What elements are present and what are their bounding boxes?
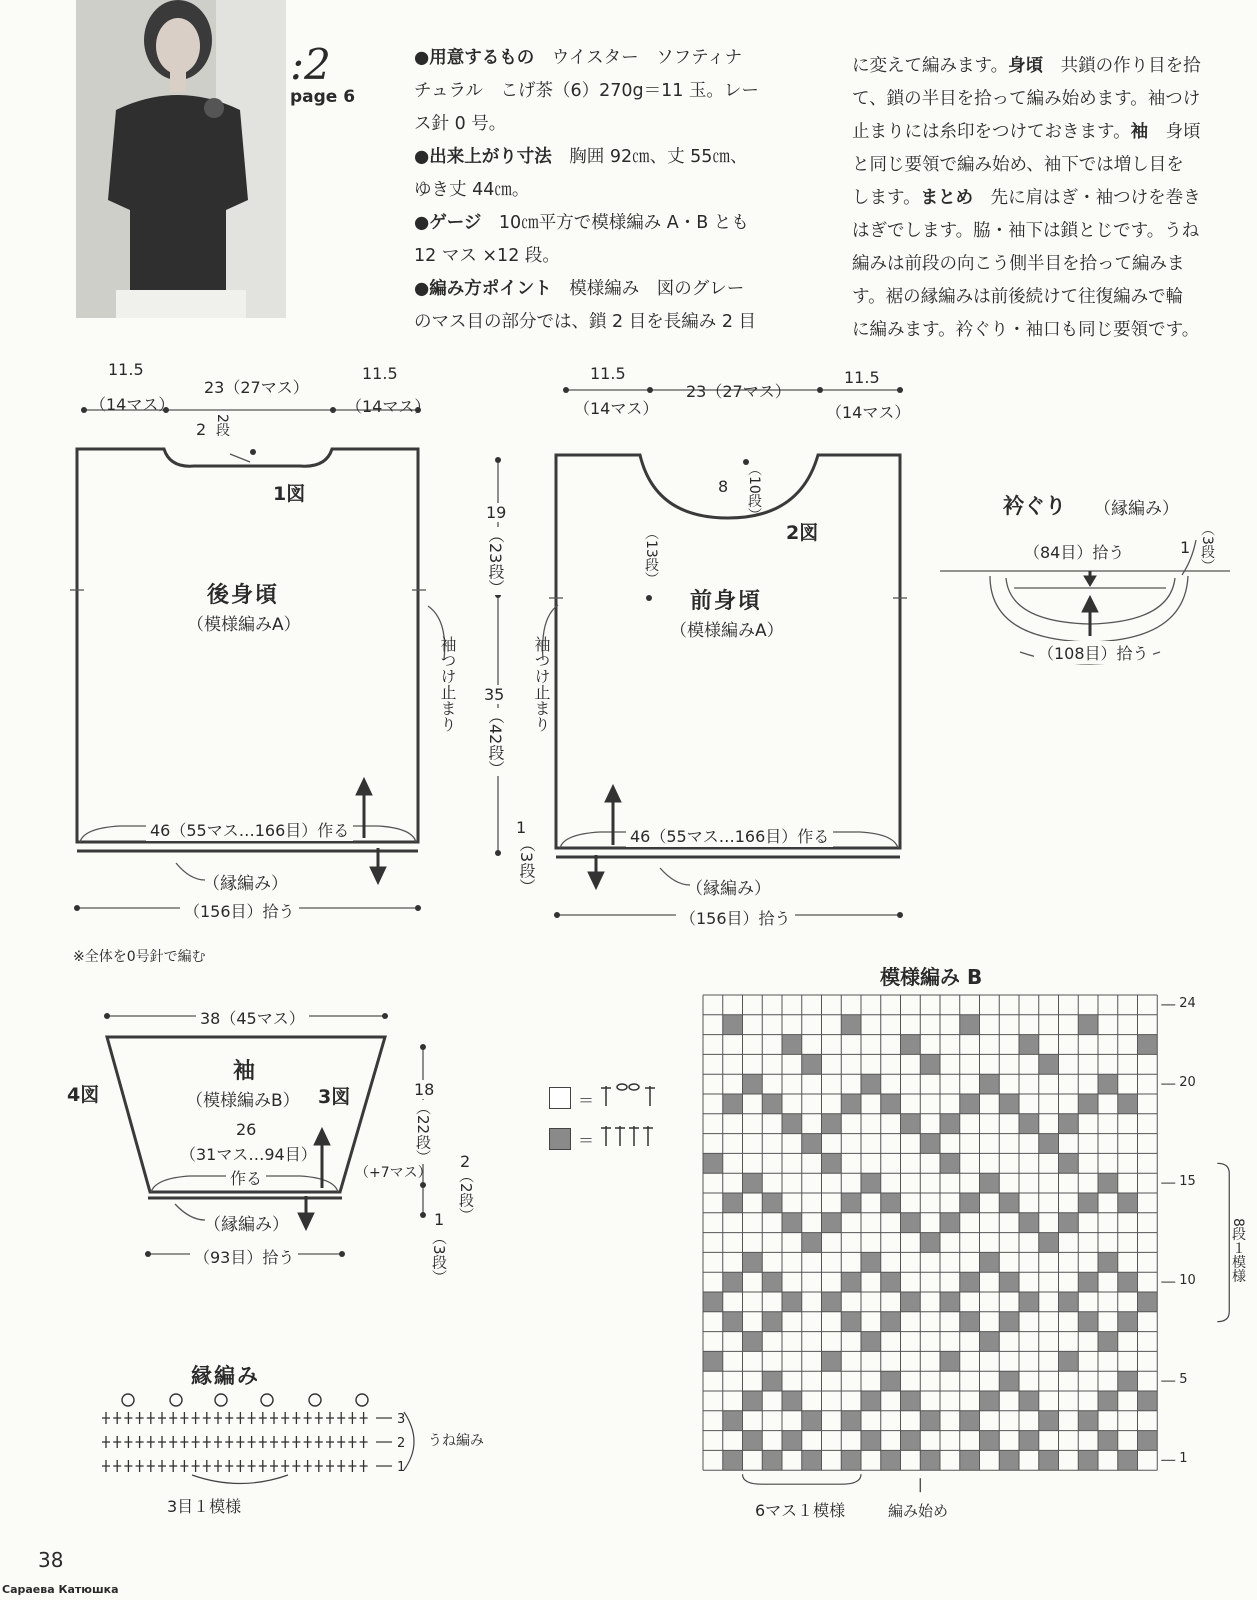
- grey-cell: [861, 1074, 881, 1094]
- grey-cell: [999, 1371, 1019, 1391]
- sleeve-top-width: 38（45マス）: [196, 1006, 309, 1029]
- front-neck-side-rows: （13段）: [643, 526, 659, 586]
- front-dim-mid: 23（27マス）: [686, 382, 791, 401]
- back-armhole-mark: 袖つけ止まり: [438, 636, 457, 732]
- page-number: 38: [38, 1548, 64, 1572]
- back-bottom-cast-on: 46（55マス…166目）作る: [146, 818, 353, 841]
- grey-cell: [841, 1094, 861, 1114]
- col-repeat-bracket: [743, 1474, 862, 1484]
- grey-cell: [743, 1074, 763, 1094]
- grey-cell: [1098, 1173, 1118, 1193]
- instruction-text: のマス目の部分では、鎖 2 目を長編み 2 目: [414, 312, 757, 332]
- neck-rows-num: 1: [1180, 538, 1191, 557]
- grey-cell: [999, 1094, 1019, 1114]
- sleeve-h2: 2: [460, 1152, 471, 1171]
- grey-cell: [861, 1391, 881, 1411]
- grey-cell: [1019, 1114, 1039, 1134]
- grey-cell: [901, 1114, 921, 1134]
- sleeve-increase: （+7マス）: [355, 1165, 432, 1181]
- neck-outer-pickup: （108目）拾う: [1034, 641, 1153, 664]
- grey-cell: [802, 1233, 822, 1253]
- grey-cell: [723, 1193, 743, 1213]
- grey-cell: [960, 1312, 980, 1332]
- grey-cell: [1078, 1312, 1098, 1332]
- sleeve-h3-rows: （3段）: [430, 1230, 448, 1285]
- grey-cell: [1078, 1015, 1098, 1035]
- grey-cell: [762, 1272, 782, 1292]
- pattern-number: :2: [290, 40, 331, 89]
- vdim-top: 19: [486, 503, 507, 522]
- sleeve-pattern: （模様編みB）: [186, 1091, 300, 1111]
- grey-cell: [861, 1173, 881, 1193]
- front-bottom-cast-on: 46（55マス…166目）作る: [626, 824, 833, 847]
- grey-cell: [841, 1312, 861, 1332]
- front-dim-left-sub: （14マス）: [574, 399, 659, 418]
- grey-cell: [822, 1153, 842, 1173]
- neck-sub: （縁編み）: [1094, 499, 1179, 519]
- grey-cell: [782, 1213, 802, 1233]
- grey-cell: [999, 1193, 1019, 1213]
- back-dim-left-sub: （14マス）: [90, 395, 175, 414]
- grey-cell: [1059, 1153, 1079, 1173]
- grey-cell: [762, 1371, 782, 1391]
- pattern-b-row-label: 24: [1179, 995, 1196, 1011]
- edging-title: 縁編み: [191, 1364, 260, 1388]
- pattern-b-row-label: 5: [1179, 1372, 1188, 1388]
- front-dim-right: 11.5: [844, 368, 880, 387]
- grey-cell: [999, 1272, 1019, 1292]
- grey-cell: [841, 1272, 861, 1292]
- grey-cell: [940, 1153, 960, 1173]
- instruction-line: す。裾の縁編みは前後続けて往復編みで輪: [852, 287, 1184, 307]
- front-dim-left: 11.5: [590, 364, 626, 383]
- grey-cell: [1098, 1391, 1118, 1411]
- back-dim-right: 11.5: [362, 364, 398, 383]
- grey-cell: [1138, 1431, 1158, 1451]
- back-dim-right-sub: （14マス）: [346, 397, 431, 416]
- back-neck-depth: 2: [196, 420, 207, 439]
- pattern-b-row-label: 1: [1179, 1451, 1188, 1467]
- grey-cell: [980, 1074, 1000, 1094]
- grey-cell: [723, 1015, 743, 1035]
- grey-cell: [1059, 1292, 1079, 1312]
- grey-cell: [861, 1252, 881, 1272]
- grey-cell: [940, 1114, 960, 1134]
- sleeve-bottom-num: 26: [236, 1120, 257, 1139]
- grey-cell: [920, 1411, 940, 1431]
- grey-cell: [920, 1233, 940, 1253]
- grey-cell: [901, 1431, 921, 1451]
- grey-cell: [881, 1094, 901, 1114]
- grey-cell: [1019, 1035, 1039, 1055]
- sleeve-figure-right: 3図: [318, 1086, 351, 1108]
- grey-cell: [723, 1272, 743, 1292]
- grey-cell: [723, 1411, 743, 1431]
- back-figure-number: 1図: [273, 483, 306, 505]
- grey-cell: [762, 1193, 782, 1213]
- sleeve-h2-rows: （2段）: [457, 1168, 475, 1223]
- front-pickup: （156目）拾う: [676, 906, 795, 929]
- vdim-mid: 35: [484, 685, 505, 704]
- grey-cell: [1098, 1074, 1118, 1094]
- instruction-line: します。まとめ 先に肩はぎ・袖つけを巻き: [852, 188, 1201, 208]
- grey-cell: [822, 1114, 842, 1134]
- grey-cell: [861, 1431, 881, 1451]
- vdim-mid-rows: （42段）: [486, 708, 505, 777]
- grey-cell: [723, 1312, 743, 1332]
- grey-cell: [1078, 1094, 1098, 1114]
- grey-cell: [802, 1411, 822, 1431]
- grey-cell: [782, 1431, 802, 1451]
- instruction-text: チュラル こげ茶（6）270g＝11 玉。レー: [414, 81, 759, 101]
- back-dim-left: 11.5: [108, 360, 144, 379]
- legend-grey-eq: ＝: [578, 1131, 595, 1150]
- pattern-b-row-label: 10: [1179, 1273, 1196, 1289]
- grey-cell: [1078, 1193, 1098, 1213]
- front-neck-depth: 8: [718, 477, 729, 496]
- front-armhole-mark: 袖つけ止まり: [532, 636, 551, 732]
- instruction-line: 止まりには糸印をつけておきます。袖 身頃: [852, 122, 1201, 142]
- grey-cell: [980, 1431, 1000, 1451]
- sleeve-title: 袖: [233, 1059, 256, 1084]
- grey-cell: [940, 1351, 960, 1371]
- pattern-b-start: 編み始め: [888, 1502, 949, 1520]
- sleeve-bottom-make: 作る: [226, 1166, 266, 1189]
- sleeve-pickup: （93目）拾う: [190, 1245, 298, 1268]
- front-neck-rows: （10段）: [746, 462, 762, 522]
- grey-cell: [1039, 1450, 1059, 1470]
- grey-cell: [1118, 1450, 1138, 1470]
- instruction-line: に編みます。衿ぐり・袖口も同じ要領です。: [852, 320, 1200, 340]
- grey-cell: [960, 1015, 980, 1035]
- grey-cell: [762, 1094, 782, 1114]
- grey-cell: [703, 1153, 723, 1173]
- credit-watermark: Сараева Катюшка: [2, 1583, 119, 1596]
- edging-row-3: 3: [397, 1412, 406, 1427]
- grey-cell: [861, 1332, 881, 1352]
- sleeve-height-rows: （22段）: [414, 1100, 432, 1165]
- instruction-text: ウイスター ソフティナ: [551, 48, 743, 68]
- grey-cell: [940, 1213, 960, 1233]
- grey-cell: [841, 1015, 861, 1035]
- grey-cell: [1039, 1054, 1059, 1074]
- grey-cell: [1098, 1332, 1118, 1352]
- instruction-line: はぎでします。脇・袖下は鎖とじです。うね: [852, 221, 1200, 241]
- grey-cell: [743, 1252, 763, 1272]
- edging-row-2: 2: [397, 1436, 406, 1451]
- grey-cell: [782, 1292, 802, 1312]
- instruction-text: 10㎝平方で模様編み A・B とも: [498, 213, 749, 233]
- sleeve-figure-left: 4図: [67, 1084, 100, 1106]
- front-dim-right-sub: （14マス）: [826, 403, 911, 422]
- grey-cell: [960, 1094, 980, 1114]
- instruction-heading: ●出来上がり寸法: [414, 147, 570, 167]
- grey-cell: [960, 1450, 980, 1470]
- grey-cell: [980, 1391, 1000, 1411]
- instruction-heading: ●編み方ポイント: [414, 279, 570, 299]
- grey-cell: [1098, 1252, 1118, 1272]
- grey-cell: [881, 1450, 901, 1470]
- grey-cell: [901, 1391, 921, 1411]
- sleeve-edging: （縁編み）: [204, 1215, 289, 1235]
- grey-cell: [841, 1450, 861, 1470]
- grey-cell: [920, 1450, 940, 1470]
- grey-cell: [1039, 1134, 1059, 1154]
- sleeve-h3: 1: [434, 1210, 445, 1229]
- back-edging: （縁編み）: [203, 874, 288, 894]
- instruction-text: ス針 0 号。: [414, 114, 507, 134]
- grey-cell: [1118, 1193, 1138, 1213]
- grey-cell: [782, 1391, 802, 1411]
- back-neck-rows: 2段: [214, 414, 230, 437]
- grey-cell: [802, 1054, 822, 1074]
- grey-cell: [1059, 1351, 1079, 1371]
- pattern-b-row-label: 15: [1179, 1174, 1196, 1190]
- instruction-text: 12 マス ×12 段。: [414, 246, 560, 266]
- instruction-heading: ●用意するもの: [414, 48, 552, 68]
- grey-cell: [723, 1450, 743, 1470]
- neck-rows: （3段）: [1199, 522, 1215, 573]
- grey-cell: [822, 1292, 842, 1312]
- grey-cell: [1138, 1391, 1158, 1411]
- grey-cell: [782, 1035, 802, 1055]
- front-title: 前身頃: [690, 589, 763, 614]
- grey-cell: [703, 1351, 723, 1371]
- grey-cell: [743, 1391, 763, 1411]
- grey-cell: [743, 1332, 763, 1352]
- pattern-b-title: 模様編み B: [880, 965, 983, 989]
- edging-row-1: 1: [397, 1460, 406, 1475]
- grey-cell: [1019, 1292, 1039, 1312]
- instruction-line: に変えて編みます。身頃 共鎖の作り目を拾: [852, 56, 1201, 76]
- grey-cell: [1059, 1114, 1079, 1134]
- grey-cell: [723, 1094, 743, 1114]
- vdim-bot-rows: （3段）: [517, 836, 536, 895]
- grey-cell: [762, 1450, 782, 1470]
- grey-cell: [822, 1351, 842, 1371]
- grey-cell: [940, 1292, 960, 1312]
- grey-cell: [1019, 1431, 1039, 1451]
- grey-cell: [822, 1213, 842, 1233]
- back-pickup: （156目）拾う: [180, 899, 299, 922]
- grey-cell: [743, 1173, 763, 1193]
- pattern-b-row-label: 20: [1179, 1075, 1196, 1091]
- grey-cell: [1078, 1272, 1098, 1292]
- grey-cell: [1138, 1292, 1158, 1312]
- grey-cell: [960, 1193, 980, 1213]
- page-reference: page 6: [290, 87, 356, 107]
- grey-cell: [1118, 1272, 1138, 1292]
- grey-cell: [881, 1272, 901, 1292]
- instruction-line: 編みは前段の向こう側半目を拾って編みま: [852, 254, 1185, 274]
- vdim-bot: 1: [516, 818, 527, 837]
- pattern-b-repeat-cols: 6マス１模様: [755, 1501, 846, 1520]
- grey-cell: [901, 1292, 921, 1312]
- back-title: 後身頃: [207, 583, 280, 608]
- instruction-text: ゆき丈 44㎝。: [414, 180, 530, 200]
- grey-cell: [802, 1450, 822, 1470]
- edging-repeat: 3目１模様: [167, 1497, 242, 1516]
- instruction-text: 胸囲 92㎝、丈 55㎝、: [569, 147, 748, 167]
- grey-cell: [802, 1134, 822, 1154]
- grey-cell: [881, 1193, 901, 1213]
- sleeve-bottom-sub: （31マス…94目）: [180, 1145, 317, 1164]
- pattern-b-repeat-rows: 8段１模様: [1230, 1218, 1246, 1283]
- grey-cell: [1078, 1450, 1098, 1470]
- instruction-text: 模様編み 図のグレー: [569, 279, 745, 299]
- grey-cell: [782, 1114, 802, 1134]
- front-pattern: （模様編みA）: [670, 621, 784, 641]
- grey-cell: [980, 1332, 1000, 1352]
- needle-note: ※全体を0号針で編む: [73, 949, 206, 965]
- instruction-heading: ●ゲージ: [414, 213, 499, 233]
- grey-cell: [841, 1411, 861, 1431]
- grey-cell: [1059, 1213, 1079, 1233]
- grey-cell: [901, 1035, 921, 1055]
- grey-cell: [1138, 1035, 1158, 1055]
- grey-cell: [980, 1173, 1000, 1193]
- grey-cell: [920, 1054, 940, 1074]
- grey-cell: [1019, 1391, 1039, 1411]
- neck-title: 衿ぐり: [1003, 494, 1066, 518]
- grey-cell: [901, 1213, 921, 1233]
- back-pattern: （模様編みA）: [187, 615, 301, 635]
- grey-cell: [743, 1431, 763, 1451]
- grey-cell: [960, 1411, 980, 1431]
- grey-cell: [1019, 1213, 1039, 1233]
- grey-cell: [1098, 1431, 1118, 1451]
- grey-cell: [1039, 1233, 1059, 1253]
- vdim-top-rows: （23段）: [486, 527, 505, 596]
- grey-cell: [920, 1134, 940, 1154]
- instruction-line: て、鎖の半目を拾って編み始めます。袖つけ: [852, 89, 1201, 109]
- edging-rib-label: うね編み: [428, 1433, 484, 1449]
- back-dim-mid: 23（27マス）: [204, 378, 309, 397]
- grey-cell: [1039, 1411, 1059, 1431]
- grey-cell: [703, 1292, 723, 1312]
- instruction-line: と同じ要領で編み始め、袖下では増し目を: [852, 155, 1184, 175]
- grey-cell: [1118, 1312, 1138, 1332]
- grey-cell: [1078, 1411, 1098, 1431]
- grey-cell: [881, 1312, 901, 1332]
- grey-cell: [881, 1371, 901, 1391]
- front-edging: （縁編み）: [686, 879, 771, 899]
- grey-cell: [960, 1272, 980, 1292]
- grey-cell: [841, 1193, 861, 1213]
- sleeve-height: 18: [414, 1080, 435, 1099]
- grey-cell: [1118, 1371, 1138, 1391]
- front-figure-number: 2図: [786, 522, 819, 544]
- grey-cell: [999, 1312, 1019, 1332]
- grey-cell: [980, 1252, 1000, 1272]
- grey-cell: [999, 1450, 1019, 1470]
- grey-cell: [762, 1312, 782, 1332]
- neck-inner-pickup: （84目）拾う: [1024, 543, 1125, 562]
- legend-white-eq: ＝: [578, 1091, 595, 1110]
- grey-cell: [1118, 1094, 1138, 1114]
